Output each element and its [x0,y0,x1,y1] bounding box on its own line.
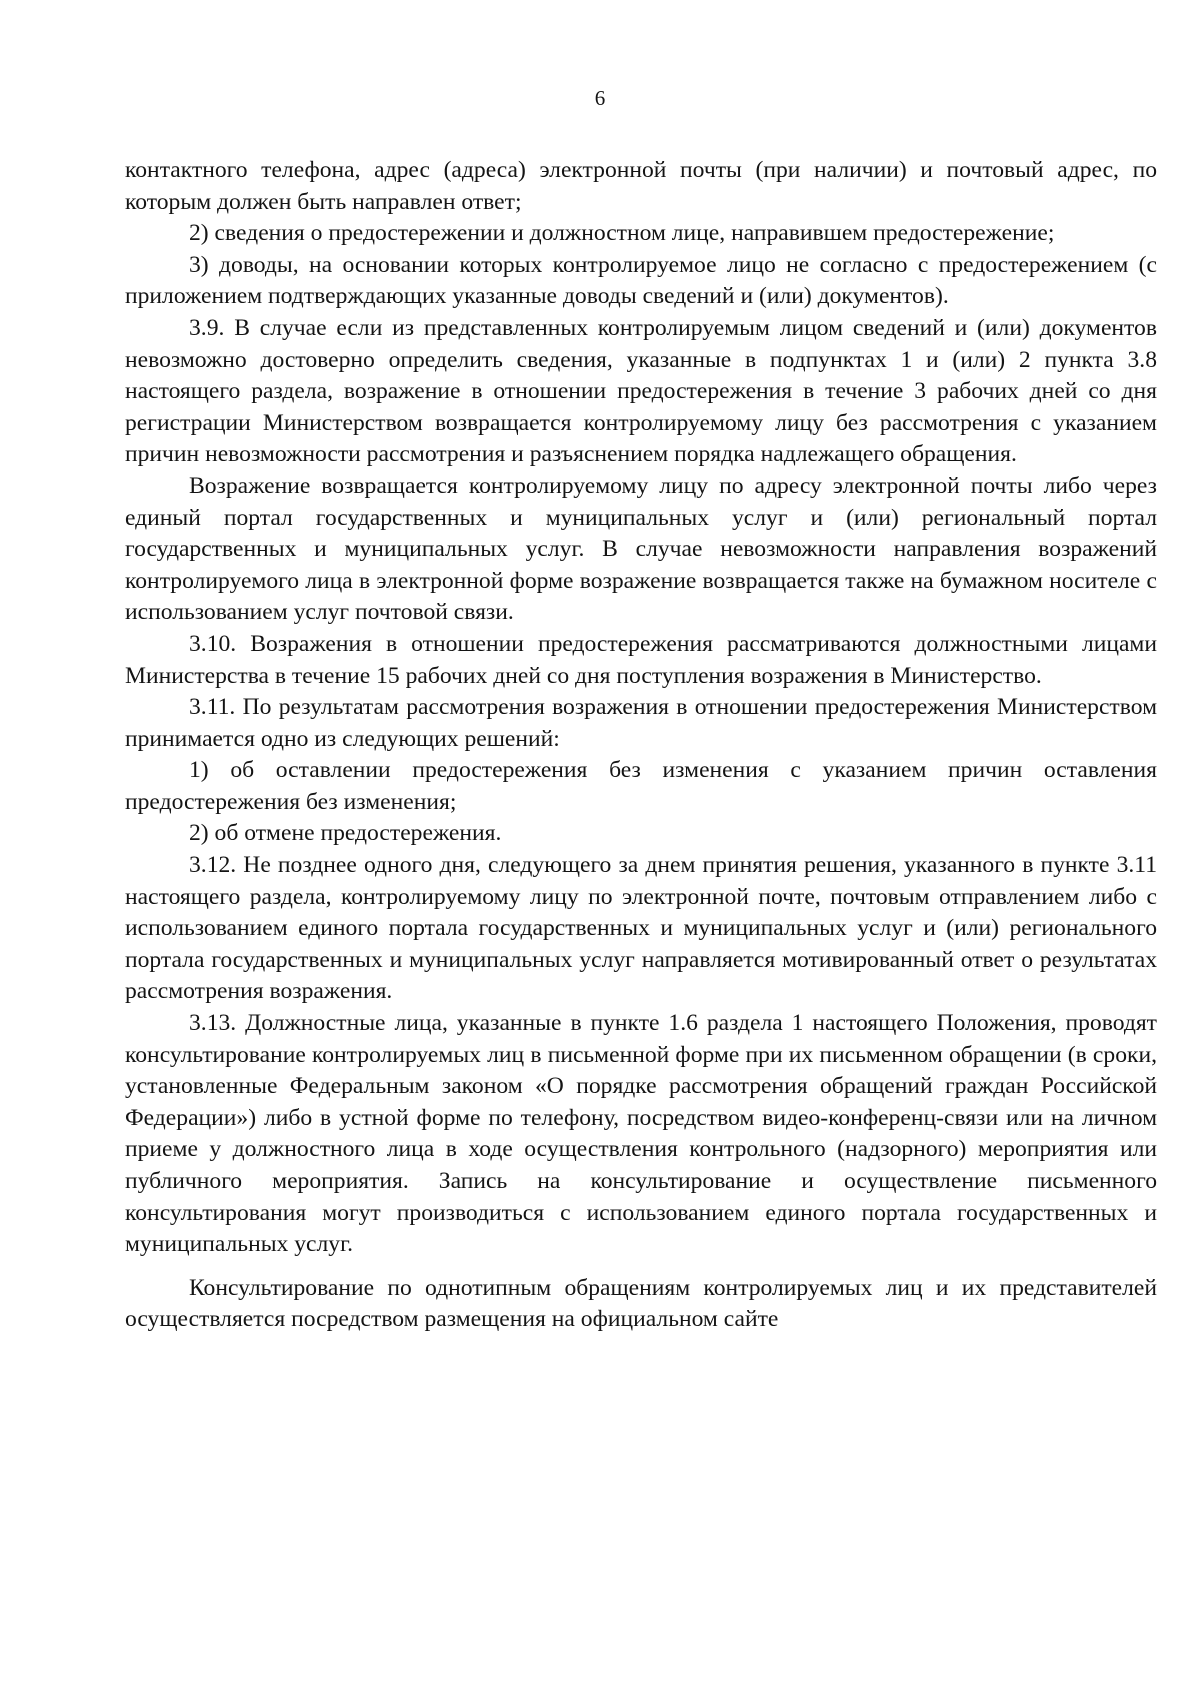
paragraph-decision-2: 2) об отмене предостережения. [189,820,502,847]
paragraph-objection-returned: Возражение возвращается контролируемому лицу по адресу электронной почты либо через единый портал государственных и муниципальных услуг и (или) региональный портал государственных и муниципальных услуг. В случае невозможности направления возражений контролируемого лица в электронной форме возражение возвращается также на бумажном носителе с использованием услуг почтовой связи. [125,472,1157,626]
paragraph-3-9: 3.9. В случае если из представленных контролируемым лицом сведений и (или) документов невозможно достоверно определить сведения, указанные в подпунктах 1 и (или) 2 пункта 3.8 настоящего раздела, возражение в отношении предостережения в течение 3 рабочих дней со дня регистрации Министерством возвращается контролируемому лицу без рассмотрения с указанием причин невозможности рассмотрения и разъяснением порядка надлежащего обращения. [125,314,1157,468]
document-body [125,155,1157,1336]
paragraph-consultation: Консультирование по однотипным обращениям контролируемых лиц и их представителей осуществляется посредством размещения на официальном сайте [125,1274,1157,1333]
paragraph-contact-details: контактного телефона, адрес (адреса) электронной почты (при наличии) и почтовый адрес, по которым должен быть направлен ответ; [125,157,1157,215]
paragraph-item-3: 3) доводы, на основании которых контролируемое лицо не согласно с предостережением (с приложением подтверждающих указанные доводы сведений и (или) документов). [125,251,1157,310]
page-number: 6 [594,86,606,110]
paragraph-3-10: 3.10. Возражения в отношении предостережения рассматриваются должностными лицами Министерства в течение 15 рабочих дней со дня поступления возражения в Министерство. [125,630,1157,689]
paragraph-3-11: 3.11. По результатам рассмотрения возражения в отношении предостережения Министерством принимается одно из следующих решений: [125,694,1157,752]
paragraph-decision-1: 1) об оставлении предостережения без изменения с указанием причин оставления предостережения без изменения; [125,757,1157,815]
paragraph-item-2: 2) сведения о предостережении и должностном лице, направившем предостережение; [189,220,1055,247]
paragraph-3-12: 3.12. Не позднее одного дня, следующего за днем принятия решения, указанного в пункте 3.11 настоящего раздела, контролируемому лицу по электронной почте, почтовым отправлением либо с использованием единого портала государственных и муниципальных услуг и (или) регионального портала государственных и муниципальных услуг направляется мотивированный ответ о результатах рассмотрения возражения. [125,852,1157,1005]
paragraph-3-13: 3.13. Должностные лица, указанные в пункте 1.6 раздела 1 настоящего Положения, проводят консультирование контролируемых лиц в письменной форме при их письменном обращении (в сроки, установленные Федеральным законом «О порядке рассмотрения обращений граждан Российской Федерации») либо в устной форме по телефону, посредством видео-конференц-связи или на личном приеме у должностного лица в ходе осуществления контрольного (надзорного) мероприятия или публичного мероприятия. Запись на консультирование и осуществление письменного консультирования могут производиться с использованием единого портала государственных и муниципальных услуг. [125,1010,1157,1258]
